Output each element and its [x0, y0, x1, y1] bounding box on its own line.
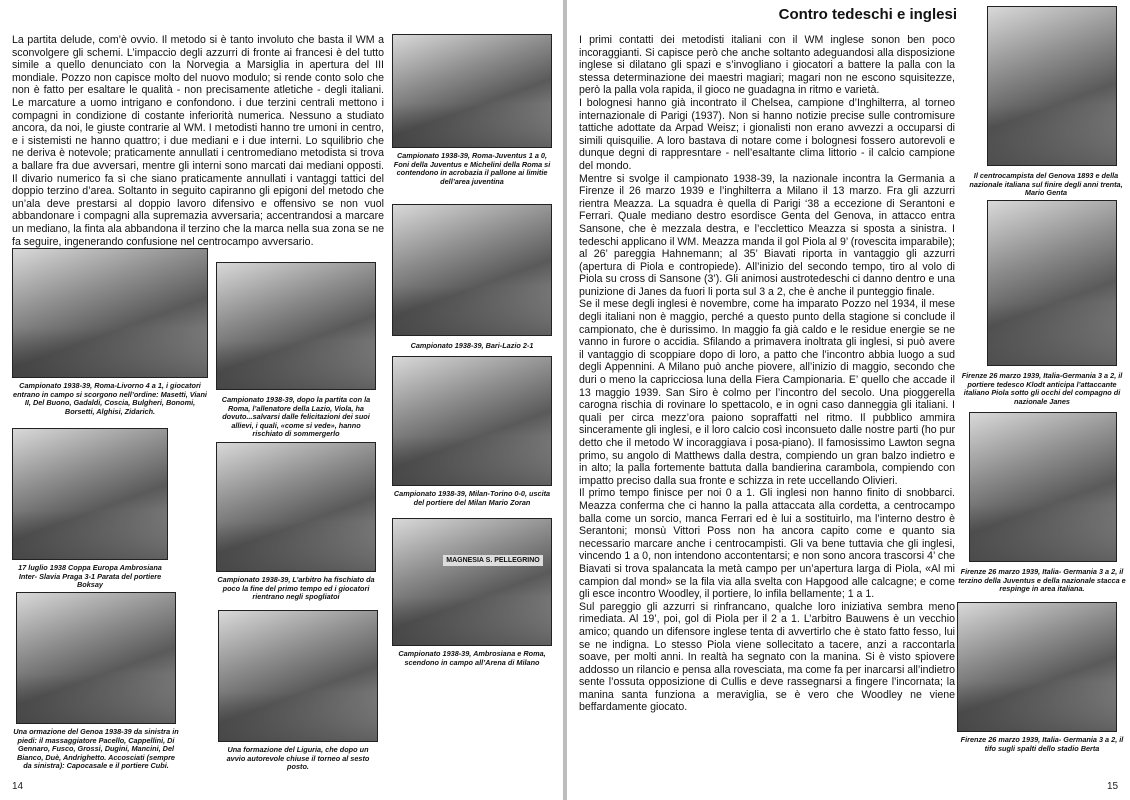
caption-genoa-team: Una ormazione del Genoa 1938-39 da sinistra in piedi: il massaggiatore Pacello, Cappellini, Di Gennaro, Fusco, Grossi, Dugini, Mancini, Del Bianco, Duè, Andrighetto. Accosciati (sempre da sinistra): Capocasale e il portiere Cubi.	[13, 727, 179, 771]
caption-lazio-viola: Campionato 1938-39, dopo la partita con la Roma, l’allenatore della Lazio, Viola, ha dovuto...salvarsi dalle felicitazioni dei suoi allievi, i quali, «come si vede», hanno rischiato di sommergerlo	[221, 395, 371, 439]
left-body-text: La partita delude, com’è ovvio. Il metodo si è tanto involuto che basta il WM a sconvolgere gli schemi. L’impaccio degli azzurri di fronte ai francesi è del tutto simile a quello denunciato con la Norvegia a Marsiglia in apertura del III mondiale. Pozzo non capisce molto del nuovo modulo; si rende conto solo che non è fatto per esaltare le qualità - non precisamente atletiche - degli italiani. Le marcature a uomo intrigano e confondono. i due terzini centrali mettono i compagni in condizione di costante inferiorità numerica. Nessuno a studiato ancora, da noi, le giuste contrarie al WM. I metodisti hanno tre umoni in centro, e i sistemisti ne hanno quattro; i due mediani e i due interni. Lo squilibrio che ne deriva è notevole; praticamente annullati i centromediano metodista si trova a ballare fra due avversari, mentre gli interni sono marcati dai mediani opposti. Il divario numerico fa sì che siano praticamente annullati i vantaggi tattici del doppio terzino d’area. Soltanto in seguito capiranno gli epigoni del metodo che un’ala deve prestarsi al doppio lavoro difensivo e offensivo se non vuol abbandonare i compagni alla supremazia avversaria; accentrandosi a marcare un mediano, la finta ala abbandona il terzino che la marca nella sua zona se ne fa seguire, ingenerando confusione nel centrocampo avversario.	[12, 34, 384, 248]
photo-liguria-team	[218, 610, 378, 742]
advert-banner: MAGNESIA S. PELLEGRINO	[443, 555, 543, 566]
photo-terzino	[969, 412, 1117, 562]
photo-klodt-piola	[987, 200, 1117, 366]
photo-arbitro	[216, 442, 376, 572]
caption-liguria-team: Una formazione del Liguria, che dopo un avvio autorevole chiuse il torneo al sesto posto.	[226, 745, 370, 772]
right-body-text	[579, 34, 955, 714]
paragraph-3: Mentre si svolge il campionato 1938-39, la nazionale incontra la Germania a Firenze il 26 marzo 1939 e l’inghilterra a Milano il 13 marzo. Fra gli azzurri rientra Meazza. La squadra è quella di Parigi ‘38 a eccezione di Serantoni e Ferrari. Quale mediano destro esordisce Genta del Genova, in attacco entra Sansone, che è mezzala destra, e l’ecclettico Meazza si sposta a sinistra. I tedeschi applicano il WM. Meazza manda il gol Piola al 9’ (rovescita imparabile); al 26’ pareggia Hahnemann; al 35’ Biavati riporta in vantaggio gli azzurri (apertura di Piola e contropiede). All’inizio del secondo tempo, tiro al volo di Piola su cross di Sansone (3’). Gli animosi austrotedeschi ci danno dentro e una punizione di Janes da fuori li porta sul 3 a 2, che è anche il punteggio finale.	[579, 172, 955, 298]
photo-ambrosiana-roma	[392, 518, 552, 646]
caption-bari-lazio: Campionato 1938-39, Bari-Lazio 2-1	[410, 341, 534, 350]
caption-tifo-stadio: Firenze 26 marzo 1939, Italia- Germania 3 a 2, il tifo sugli spalti dello stadio Berta	[960, 735, 1124, 753]
chapter-title: Contro tedeschi e inglesi	[778, 6, 957, 23]
page-number-left: 14	[12, 781, 24, 792]
right-page	[567, 0, 1130, 800]
caption-roma-juventus: Campionato 1938-39, Roma-Juventus 1 a 0, Foni della Juventus e Michelini della Roma si contendono in acrobazia il pallone ai limitie dell’area juventina	[393, 151, 551, 186]
photo-mario-genta	[987, 6, 1117, 166]
photo-milan-torino	[392, 356, 552, 486]
caption-arbitro: Campionato 1938-39, L’arbitro ha fischiato da poco la fine del primo tempo ed i giocatori rientrano negli spogliatoi	[217, 575, 375, 602]
caption-ambrosiana-roma: Campionato 1938-39, Ambrosiana e Roma, scendono in campo all’Arena di Milano	[398, 649, 546, 667]
paragraph-6: Sul pareggio gli azzurri si rinfrancano, qualche loro iniziativa sembra meno rimediata. Al 19’, poi, gol di Piola per il 2 a 1. L’arbitro Bauwens è un vecchio amico; quando un difensore inglese tenta di avvertirlo che è stato fatto fesso, lui se ne indigna. Lo stesso Piola viene sollecitato a tacere, anzi a raccontarla soave, per molti anni. In realtà ha segnato con la manina. Si è visto spiovere addosso un rilancio e pensa alla rovesciata, ma come fa per inarcarsi all’indietro sente l’ossuta opposizione di Cullis e deve rassegnarsi a fingere l’incornata; la manina santa funziona a meraviglia, se è vero che Woodley ne viene beffardamente giocato.	[579, 600, 955, 714]
caption-terzino: Firenze 26 marzo 1939, Italia- Germania 3 a 2, il terzino della Juventus e della nazionale stacca e respinge in area italiana.	[958, 567, 1126, 594]
photo-coppa-europa	[12, 428, 168, 560]
caption-mario-genta: Il centrocampista del Genova 1893 e della nazionale italiana sul finire degli anni trenta, Mario Genta	[969, 171, 1123, 198]
paragraph-2: I bolognesi hanno già incontrato il Chelsea, campione d’Inghilterra, al torneo internazionale di Parigi (1937). Non si hanno notizie precise sulle contromisure tattiche adottate da Arpad Weisz; i gionalisti non erano avvezzi a occuparsi di simili quisquilie. A loro bastava di notare come i bolognesi fossero autorevoli e dunque degni di rappresntare - nell’esaltante clima littorio - il calcio campione del mondo.	[579, 96, 955, 172]
photo-genoa-team	[16, 592, 176, 724]
photo-tifo-stadio	[957, 602, 1117, 732]
photo-roma-livorno	[12, 248, 208, 378]
page-number-right: 15	[1107, 781, 1119, 792]
photo-bari-lazio	[392, 204, 552, 336]
paragraph-5: Il primo tempo finisce per noi 0 a 1. Gli inglesi non hanno finito di snobbarci. Meazza conferma che ci hanno la palla attaccata alla cordetta, a centrocampo balla come un sorcio, manca Ferrari ed è lui a sostituirlo, ma l’interno destro è Serantoni; monsù Vittori Poss non ha ancora capito come e quanto sia necessario marcare anche i centrocampisti. Gli va bene tuttavia che gli inglesi, vincendo 1 a 0, non intendono accontentarsi; e non sono ancora trascorsi 4’ che Biavati si trova spalancata la metà campo per un’apertura larga di Piola, «Al mi campion dal mond» se la fila via alla svelta con Hapgood alle calcagne; e come gli esce incontro Woodley, il portiere, lo infila bellamente; 1 a 1.	[579, 487, 955, 601]
caption-klodt-piola: Firenze 26 marzo 1939, Italia-Germania 3 a 2, il portiere tedesco Klodt anticipa l’attaccante italiano Piola sotto gli occhi del compagno di nazionale Janes	[961, 371, 1123, 406]
paragraph-4: Se il mese degli inglesi è novembre, come ha imparato Pozzo nel 1934, il mese degli italiani non è maggio, perché a questo punto della stagione si conclude il campionato, che è durissimo. In maggio fa già caldo e le residue energie se ne vanno in furore o accidia. Sfilando a primavera inoltrata gli inglesi, si può avere il vantaggio di scoppiare dopo di loro, a patto che l’incontro abbia luogo a sud degli Appennini. A Milano può anche piovere, all’inizio di maggio, secondo che duri o meno la capricciosa luna della Fiera Campionaria. E’ quello che accade il 13 maggio 1939. San Siro è colmo per l’incontro del secolo. Una pioggerella carogna rischia di rovinare lo spettacolo, e in ogni caso danneggia gli italiani. I quali per circa mezz’ora paiono sopraffatti nel ritmo. Il pubblico ammira sinceramente gli inglesi, e il loro calcio così inconsueto dalle nostre parti (ho pur detto che il metodo W incoraggiava i posa-piano). Il famosissimo Lawton segna primo, su angolo di Matthews dalla destra, compiendo un gran balzo indietro e in alto; la palla fortemente battuta dalla bandierina carambola, compiendo con impatto preciso dalla sua fronte e schizza in rete uccellando Olivieri.	[579, 298, 955, 487]
paragraph-1: I primi contatti dei metodisti italiani con il WM inglese sonon ben poco incoraggianti. Si capisce però che anche soltanto adeguandosi alla disposizione inglese si dilatano gli spazi e s’invogliano i giocatori a battere la palla con la stessa determinazione dei maestri magiari; magari non ne escono squisitezze, però la palla vola rapida, il gioco ne guadagna in ritmo e varietà.	[579, 34, 955, 97]
caption-coppa-europa: 17 luglio 1938 Coppa Europa Ambrosiana Inter- Slavia Praga 3-1 Parata del portiere Boksay	[18, 563, 162, 590]
photo-lazio-viola	[216, 262, 376, 390]
photo-roma-juventus	[392, 34, 552, 148]
caption-milan-torino: Campionato 1938-39, Milan-Torino 0-0, uscita del portiere del Milan Mario Zoran	[393, 489, 551, 507]
left-page	[0, 0, 563, 800]
caption-roma-livorno: Campionato 1938-39, Roma-Livorno 4 a 1, i giocatori entrano in campo si scorgono nell’ordine: Masetti, Viani II, Del Buono, Gadaldi, Coscia, Bulgheri, Bonomi, Borsetti, Alghisi, Zidarich.	[13, 381, 207, 416]
